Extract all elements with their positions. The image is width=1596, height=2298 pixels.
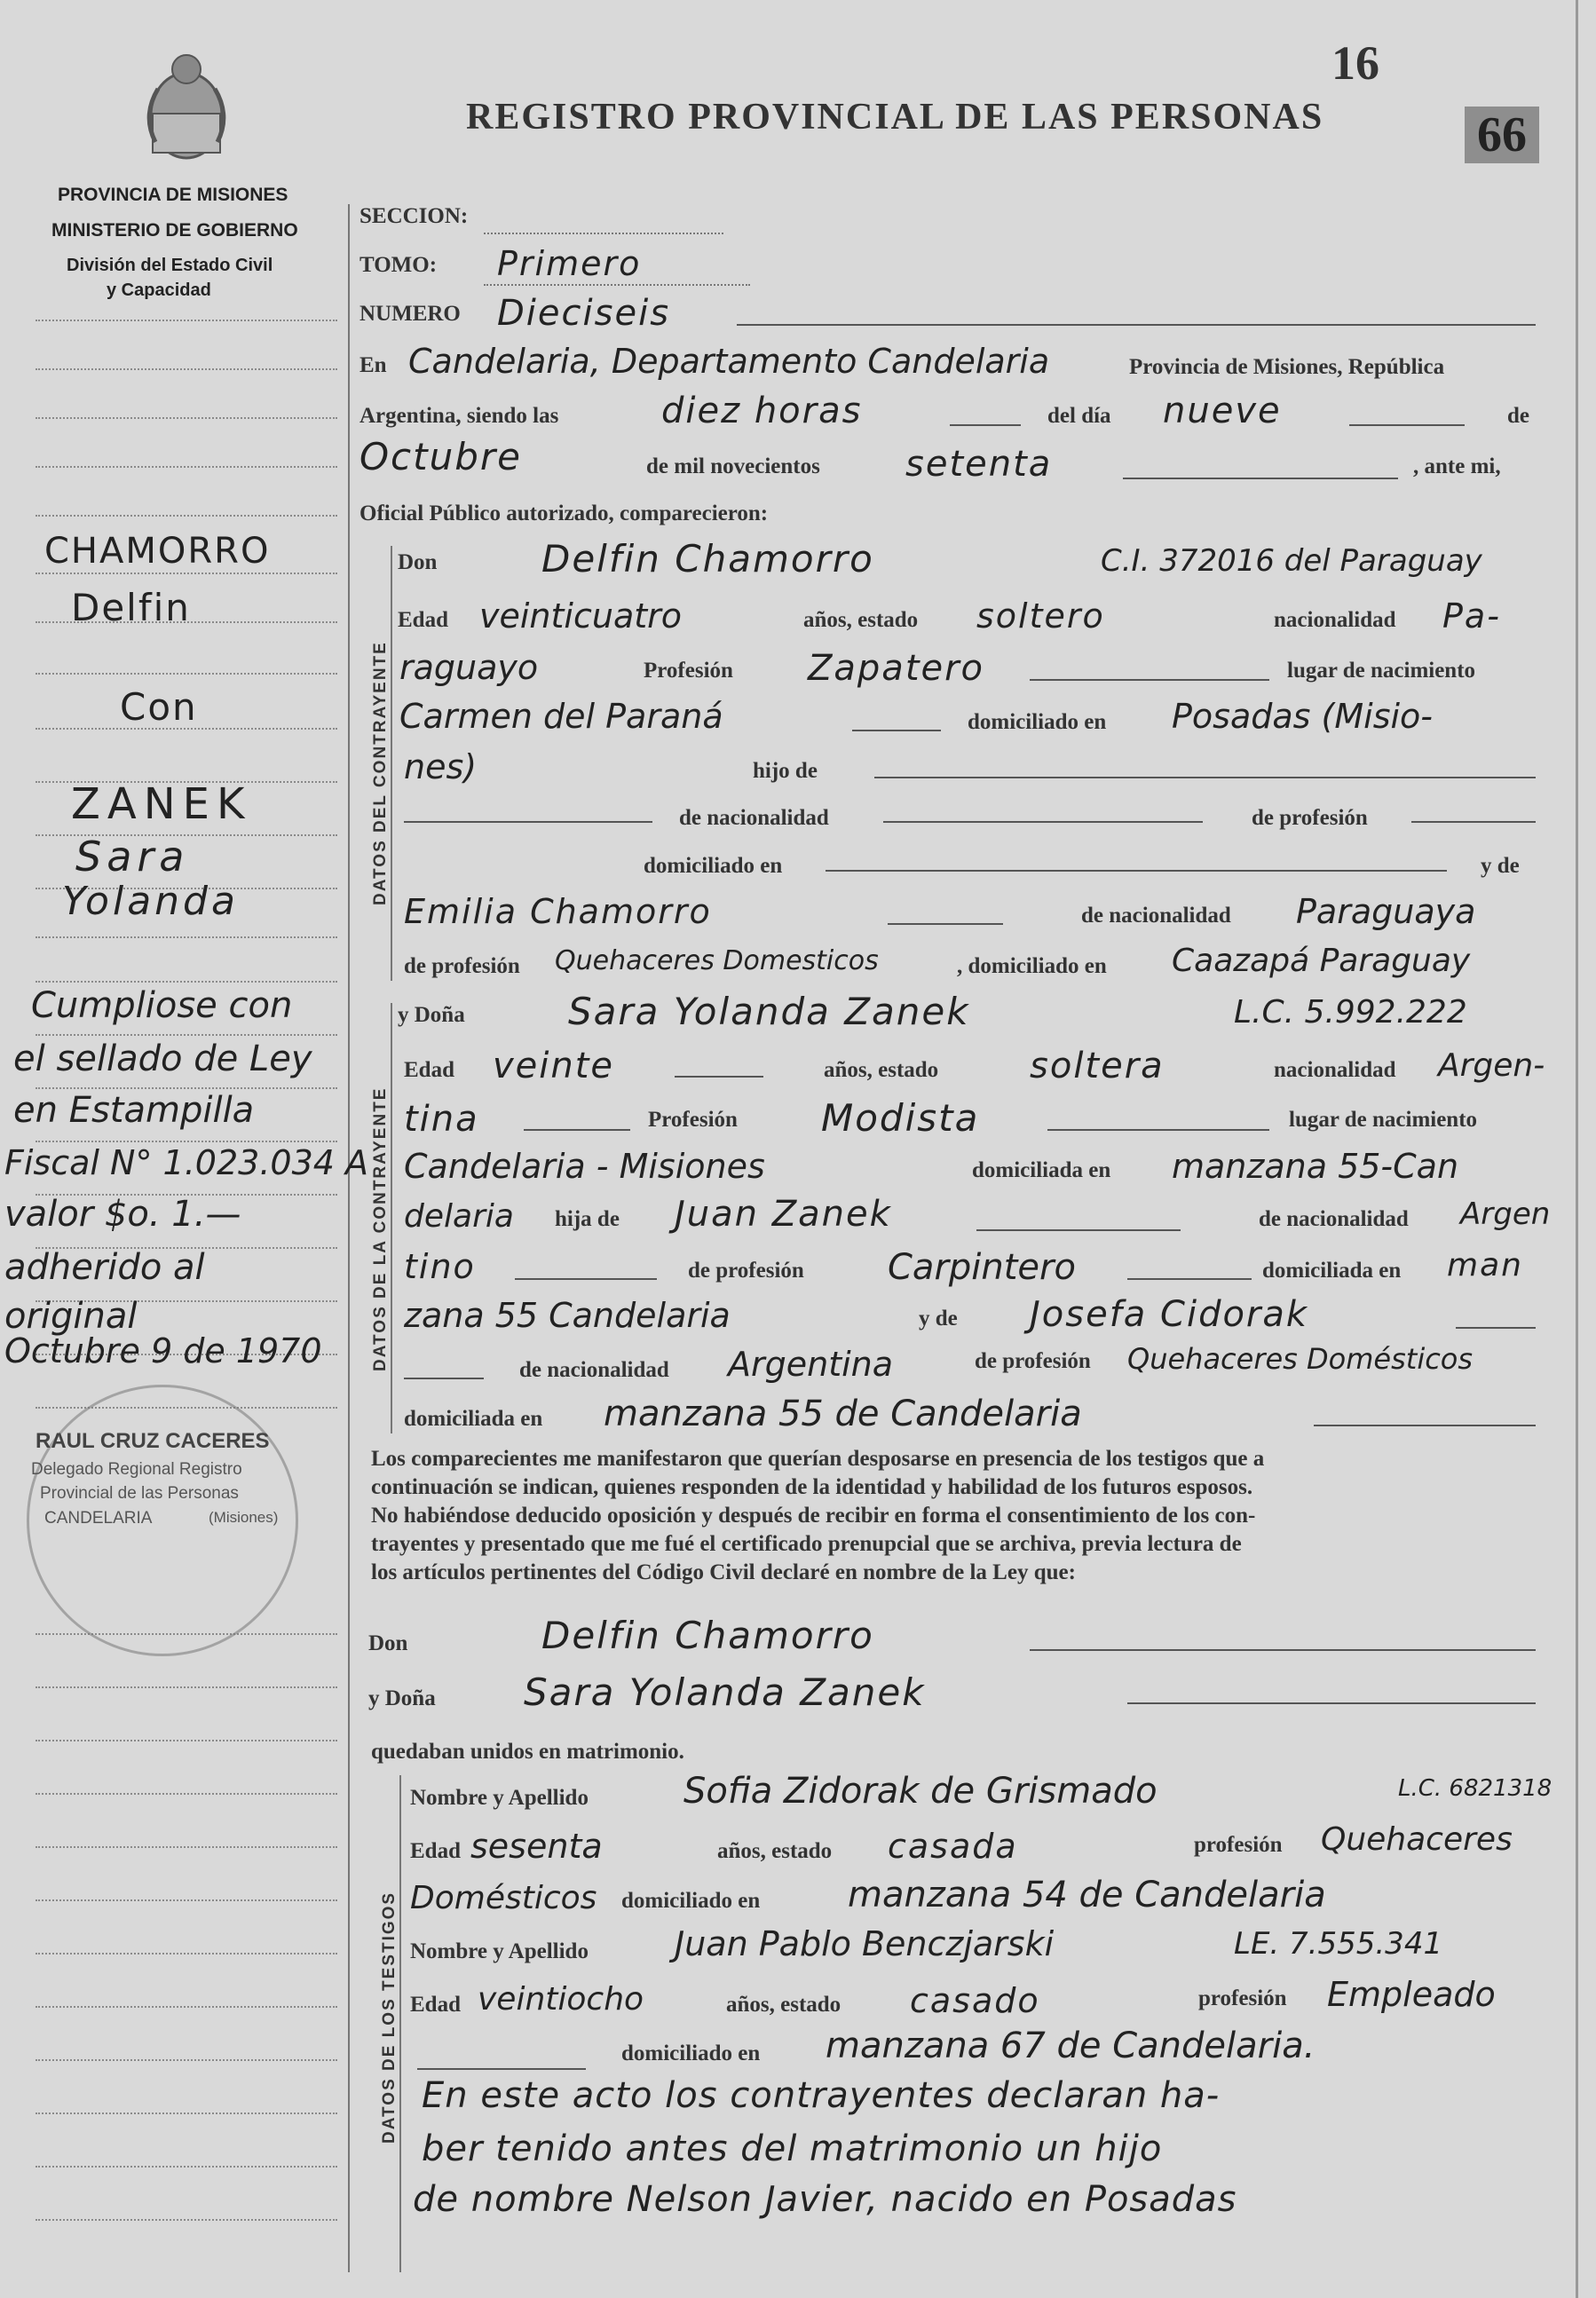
numero-line: [737, 324, 1536, 326]
witness2-dom-pre-line: [417, 2068, 586, 2070]
declaration-dona-line: [1127, 1702, 1536, 1704]
bride-mother-nac: Argentina: [728, 1345, 894, 1384]
bride-section-bar: [391, 1003, 392, 1433]
groom-doc: C.I. 372016 del Paraguay: [1101, 543, 1482, 579]
margin-rule: [36, 1793, 337, 1795]
margin-rule: [36, 573, 337, 574]
oficial-text: Oficial Público autorizado, comparecieron:: [359, 501, 769, 525]
groom-lugar: Carmen del Paraná: [399, 697, 723, 736]
bride-prof-label: Profesión: [648, 1108, 738, 1132]
anio-line: [1123, 478, 1398, 479]
bride-father-dom-1: man: [1447, 1247, 1523, 1283]
margin-bride-surname: ZANEK: [71, 779, 252, 829]
groom-y-de: y de: [1481, 854, 1520, 878]
groom-dom2-line: [826, 870, 1447, 872]
seal-text-3: Provincial de las Personas: [40, 1484, 239, 1503]
margin-groom-surname: CHAMORRO: [44, 531, 271, 572]
ministry-label: MINISTERIO DE GOBIERNO: [51, 220, 298, 241]
margin-rule: [36, 1740, 337, 1741]
bride-father-line: [976, 1229, 1181, 1231]
margin-rule: [36, 466, 337, 468]
bride-edad-label: Edad: [404, 1058, 454, 1082]
declaration-don-label: Don: [368, 1631, 408, 1655]
witness1-prof-1: Quehaceres: [1321, 1821, 1513, 1858]
witness2-estado-label: años, estado: [726, 1993, 841, 2017]
margin-rule: [36, 1034, 337, 1036]
provincia-text: Provincia de Misiones, República: [1129, 355, 1445, 379]
bride-father-nac-line: [515, 1278, 657, 1280]
mil-label: de mil novecientos: [646, 454, 820, 478]
column-divider: [348, 204, 350, 2272]
bride-estado-label: años, estado: [824, 1058, 939, 1082]
groom-section-label: DATOS DEL CONTRAYENTE: [371, 641, 390, 905]
groom-section-bar: [391, 546, 392, 981]
margin-rule: [36, 417, 337, 419]
witness1-prof-label: profesión: [1194, 1833, 1283, 1857]
bride-dom-2: delaria: [404, 1198, 514, 1235]
bride-y-de: y de: [919, 1307, 958, 1331]
groom-de-nac-label: de nacionalidad: [679, 806, 829, 830]
declaration-don-value: Delfin Chamorro: [541, 1614, 874, 1657]
de-label: de: [1507, 404, 1529, 428]
bride-father-prof: Carpintero: [888, 1247, 1076, 1288]
declaration-line-5: los artículos pertinentes del Código Civil declaré en nombre de la Ley que:: [371, 1560, 1076, 1584]
tomo-value: Primero: [497, 244, 642, 283]
margin-note-6: adherido al: [4, 1247, 205, 1288]
declaration-unidos: quedaban unidos en matrimonio.: [371, 1740, 684, 1764]
groom-dom-1: Posadas (Misio-: [1172, 697, 1434, 736]
margin-rule: [36, 1087, 337, 1089]
margin-note-1: Cumpliose con: [31, 985, 293, 1026]
margin-rule: [36, 1953, 337, 1954]
declaration-line-4: trayentes y presentado que me fué el certificado prenupcial que se archiva, previa lectura de: [371, 1532, 1242, 1556]
groom-prof-line: [1030, 679, 1269, 681]
groom-lugar-label: lugar de nacimiento: [1287, 659, 1476, 683]
witness1-name: Sofia Zidorak de Grismado: [683, 1771, 1157, 1812]
groom-mother-nac: Paraguaya: [1296, 892, 1476, 931]
bride-edad-line: [675, 1076, 763, 1078]
bride-mother-dom-line: [1314, 1425, 1536, 1426]
groom-de-prof-label: de profesión: [1252, 806, 1368, 830]
groom-mother-dom: Caazapá Paraguay: [1172, 943, 1471, 979]
groom-don-label: Don: [398, 550, 438, 574]
witness1-estado: casada: [888, 1827, 1018, 1866]
witness2-prof: Empleado: [1327, 1975, 1496, 2014]
bride-nac-1: Argen-: [1438, 1047, 1545, 1084]
en-value: Candelaria, Departamento Candelaria: [408, 342, 1050, 381]
margin-groom-name: Delfin: [71, 586, 191, 629]
seccion-label: SECCION:: [359, 204, 469, 228]
groom-mother-prof-label: de profesión: [404, 954, 520, 978]
division-label-2: y Capacidad: [107, 280, 211, 300]
groom-dom2-label: domiciliado en: [644, 854, 783, 878]
witness1-dom-label: domiciliado en: [621, 1889, 761, 1913]
seal-text-2: Delegado Regional Registro: [31, 1460, 242, 1479]
witness-section-label: DATOS DE LOS TESTIGOS: [380, 1891, 399, 2144]
groom-mother-prof: Quehaceres Domesticos: [555, 945, 879, 976]
page-number: 16: [1331, 36, 1379, 90]
stamp-number: 66: [1465, 107, 1539, 163]
margin-rule: [36, 2006, 337, 2008]
bride-lugar-label: lugar de nacimiento: [1289, 1108, 1478, 1132]
bride-mother-prof-label: de profesión: [975, 1349, 1091, 1373]
margin-note-7: original: [4, 1296, 138, 1337]
margin-rule: [36, 2059, 337, 2061]
seal-text-5: (Misiones): [209, 1509, 279, 1526]
witness2-prof-label: profesión: [1198, 1986, 1287, 2010]
margin-bride-name-a: Sara: [75, 833, 190, 881]
groom-name: Delfin Chamorro: [541, 537, 874, 580]
declaration-line-3: No habiéndose deducido oposición y después de recibir en forma el consentimiento de los con-: [371, 1504, 1256, 1528]
groom-dom-2: nes): [404, 747, 478, 786]
witness2-edad: veintiocho: [478, 1981, 644, 2018]
numero-label: NUMERO: [359, 302, 461, 326]
seal-text-1: RAUL CRUZ CACERES: [36, 1429, 270, 1453]
groom-mother: Emilia Chamorro: [404, 892, 712, 931]
bride-lugar: Candelaria - Misiones: [404, 1147, 765, 1186]
margin-note-5: valor $o. 1.—: [4, 1194, 241, 1235]
en-label: En: [359, 353, 387, 377]
margin-rule: [36, 981, 337, 983]
witness1-edad: sesenta: [470, 1827, 603, 1866]
declaration-dona-value: Sara Yolanda Zanek: [524, 1670, 926, 1714]
groom-edad-label: Edad: [398, 608, 448, 632]
declaration-don-line: [1030, 1649, 1536, 1651]
bride-mother-pre-line: [404, 1378, 484, 1379]
groom-mother-line: [888, 923, 1003, 925]
bride-nac-label: nacionalidad: [1274, 1058, 1396, 1082]
bride-dom-label: domiciliada en: [972, 1158, 1111, 1182]
bride-father: Juan Zanek: [675, 1194, 892, 1235]
bride-father-nac-label: de nacionalidad: [1259, 1207, 1409, 1231]
margin-rule: [36, 1846, 337, 1848]
groom-nac-label: nacionalidad: [1274, 608, 1396, 632]
declaration-line-1: Los comparecientes me manifestaron que querían desposarse en presencia de los testigos que a: [371, 1447, 1265, 1471]
margin-con: Con: [120, 685, 198, 729]
witness1-prof-2: Domésticos: [410, 1880, 597, 1916]
witness2-estado: casado: [910, 1981, 1040, 2020]
groom-estado-label: años, estado: [803, 608, 919, 632]
margin-note-3: en Estampilla: [13, 1090, 255, 1131]
bride-doc: L.C. 5.992.222: [1234, 994, 1467, 1031]
tomo-line: [484, 284, 750, 286]
bride-nac-2: tina: [404, 1099, 479, 1140]
page-title: REGISTRO PROVINCIAL DE LAS PERSONAS: [466, 97, 1324, 138]
margin-note-4: Fiscal N° 1.023.034 A: [4, 1143, 369, 1182]
witness2-doc: LE. 7.555.341: [1234, 1926, 1443, 1962]
bride-dom-1: manzana 55-Can: [1172, 1147, 1459, 1186]
bride-mother-line: [1456, 1327, 1536, 1329]
anio-value: setenta: [905, 444, 1053, 485]
margin-rule: [36, 2112, 337, 2114]
witness2-edad-label: Edad: [410, 1993, 461, 2017]
bride-mother-dom-label: domiciliada en: [404, 1407, 543, 1431]
witness-section-bar: [399, 1775, 401, 2272]
margin-rule: [36, 515, 337, 517]
province-label: PROVINCIA DE MISIONES: [58, 185, 288, 205]
margin-rule: [36, 1899, 337, 1901]
groom-nac-2: raguayo: [399, 648, 539, 687]
page-right-edge: [1576, 0, 1578, 2298]
witness-note-3: de nombre Nelson Javier, nacido en Posadas: [413, 2179, 1237, 2220]
bride-mother-prof: Quehaceres Domésticos: [1127, 1342, 1474, 1376]
groom-lugar-line: [852, 730, 941, 731]
tomo-label: TOMO:: [359, 253, 438, 277]
groom-estado: soltero: [976, 596, 1105, 636]
groom-dom-label: domiciliado en: [968, 710, 1107, 734]
argentine-coat-of-arms-icon: [133, 44, 240, 169]
witness1-edad-label: Edad: [410, 1839, 461, 1863]
bride-father-prof-line: [1127, 1278, 1252, 1280]
dia-value: nueve: [1163, 391, 1282, 431]
bride-mother: Josefa Cidorak: [1030, 1294, 1309, 1335]
bride-mother-nac-label: de nacionalidad: [519, 1358, 669, 1382]
bride-father-nac-1: Argen: [1460, 1196, 1551, 1232]
groom-hijo-line: [874, 777, 1536, 778]
margin-rule: [36, 673, 337, 675]
del-dia-label: del día: [1047, 404, 1111, 428]
margin-note-8: Octubre 9 de 1970: [4, 1331, 322, 1370]
dia-line: [1349, 424, 1465, 426]
witness2-dom: manzana 67 de Candelaria.: [826, 2026, 1316, 2066]
bride-hija-label: hija de: [555, 1207, 620, 1231]
bride-edad: veinte: [493, 1046, 615, 1086]
groom-hijo-label: hijo de: [753, 759, 818, 783]
witness1-doc: L.C. 6821318: [1398, 1775, 1553, 1802]
groom-nac-1: Pa-: [1442, 596, 1501, 636]
witness2-name: Juan Pablo Benczjarski: [675, 1924, 1055, 1963]
groom-mother-nac-label: de nacionalidad: [1081, 904, 1231, 928]
groom-nac-line: [883, 821, 1203, 823]
groom-prof2-line: [1411, 821, 1536, 823]
bride-nac-line: [524, 1129, 630, 1131]
bride-prof-line: [1047, 1129, 1269, 1131]
witness2-nombre-label: Nombre y Apellido: [410, 1939, 589, 1963]
ante-mi: , ante mi,: [1413, 454, 1501, 478]
witness1-dom: manzana 54 de Candelaria: [848, 1875, 1326, 1915]
bride-estado: soltera: [1030, 1046, 1165, 1086]
bride-name: Sara Yolanda Zanek: [568, 990, 970, 1033]
margin-rule: [36, 320, 337, 321]
bride-father-dom-2: zana 55 Candelaria: [404, 1296, 731, 1335]
bride-prof: Modista: [821, 1096, 980, 1140]
witness-note-1: En este acto los contrayentes declaran ha-: [422, 2075, 1221, 2116]
groom-mother-dom-label: , domiciliado en: [957, 954, 1107, 978]
witness1-estado-label: años, estado: [717, 1839, 833, 1863]
margin-note-2: el sellado de Ley: [13, 1038, 312, 1079]
groom-prof: Zapatero: [808, 648, 985, 689]
seccion-line: [484, 233, 723, 234]
margin-rule: [36, 368, 337, 370]
bride-father-prof-label: de profesión: [688, 1259, 804, 1283]
groom-father-nat-line: [404, 821, 652, 823]
margin-rule: [36, 936, 337, 938]
horas-line: [950, 424, 1021, 426]
argentina-text: Argentina, siendo las: [359, 404, 559, 428]
margin-rule: [36, 1686, 337, 1688]
bride-dona-label: y Doña: [398, 1003, 465, 1027]
margin-bride-name-b: Yolanda: [62, 879, 239, 924]
bride-father-nac-2: tino: [404, 1247, 476, 1286]
margin-rule: [36, 1141, 337, 1142]
division-label-1: División del Estado Civil: [67, 256, 273, 275]
numero-value: Dieciseis: [497, 293, 671, 334]
bride-father-dom-label: domiciliada en: [1262, 1259, 1402, 1283]
margin-rule: [36, 2166, 337, 2168]
witness2-dom-label: domiciliado en: [621, 2041, 761, 2065]
bride-section-label: DATOS DE LA CONTRAYENTE: [371, 1086, 390, 1371]
horas-value: diez horas: [661, 391, 863, 431]
declaration-dona-label: y Doña: [368, 1686, 436, 1710]
margin-rule: [36, 2219, 337, 2221]
witness-note-2: ber tenido antes del matrimonio un hijo: [422, 2128, 1163, 2169]
witness1-nombre-label: Nombre y Apellido: [410, 1786, 589, 1810]
groom-prof-label: Profesión: [644, 659, 733, 683]
seal-text-4: CANDELARIA: [44, 1509, 153, 1528]
bride-mother-dom: manzana 55 de Candelaria: [604, 1394, 1082, 1434]
groom-edad: veinticuatro: [479, 596, 682, 636]
mes-value: Octubre: [359, 435, 523, 478]
declaration-line-2: continuación se indican, quienes responden de la identidad y habilidad de los futuros esposos.: [371, 1475, 1253, 1499]
